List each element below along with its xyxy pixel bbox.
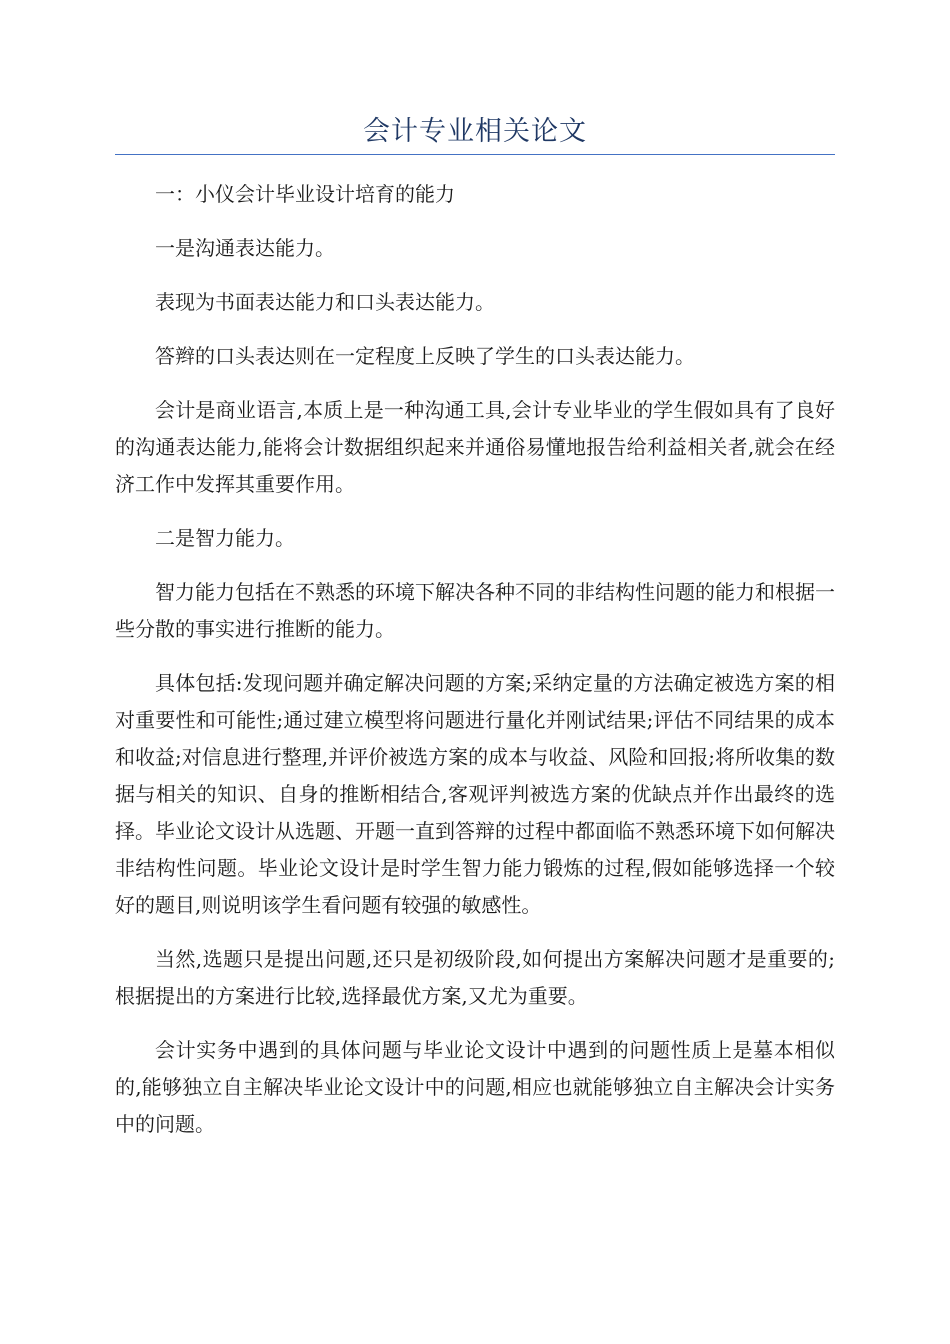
paragraph-3: 表现为书面表达能力和口头表达能力。	[155, 290, 495, 314]
paragraph-4: 答辫的口头表达则在一定程度上反映了学生的口头表达能力。	[155, 344, 695, 368]
paragraph-10: 会计实务中遇到的具体问题与毕业论文设计中遇到的问题性质上是墓本相似的,能够独立自主解决毕业论文设计中的问题,相应也就能够独立自主解决会计实务中的问题。	[115, 1038, 835, 1136]
title-underline	[115, 154, 835, 155]
paragraph-9: 当然,选题只是提出问题,还只是初级阶段,如何提出方案解决问题才是重要的;根据提出的方案进行比较,选择最优方案,又尤为重要。	[115, 947, 835, 1008]
paragraph-1: 一：小仪会计毕业设计培育的能力	[155, 182, 455, 206]
paragraph-2: 一是沟通表达能力。	[155, 236, 335, 260]
document-body	[115, 176, 835, 1160]
paragraph-6: 二是智力能力。	[155, 526, 295, 550]
paragraph-8: 具体包括:发现问题并确定解决问题的方案;采纳定量的方法确定被选方案的相对重要性和可能性;通过建立模型将问题进行量化并刚试结果;评估不同结果的成本和收益;对信息进行整理,并评价被选方案的成本与收益、风险和回报;将所收集的数据与相关的知识、自身的推断相结合,客观评判被选方案的优缺点并作出最终的选择。毕业论文设计从选题、开题一直到答辩的过程中都面临不熟悉环境下如何解决非结构性问题。毕业论文设计是时学生智力能力锻炼的过程,假如能够选择一个较好的题目,则说明该学生看问题有较强的敏感性。	[115, 671, 835, 917]
paragraph-7: 智力能力包括在不熟悉的环境下解决各种不同的非结构性问题的能力和根据一些分散的事实进行推断的能力。	[115, 580, 835, 641]
paragraph-5: 会计是商业语言,本质上是一种沟通工具,会计专业毕业的学生假如具有了良好的沟通表达能力,能将会计数据组织起来并通俗易懂地报告给利益相关者,就会在经济工作中发挥其重要作用。	[115, 398, 835, 496]
document-title: 会计专业相关论文	[363, 116, 587, 147]
